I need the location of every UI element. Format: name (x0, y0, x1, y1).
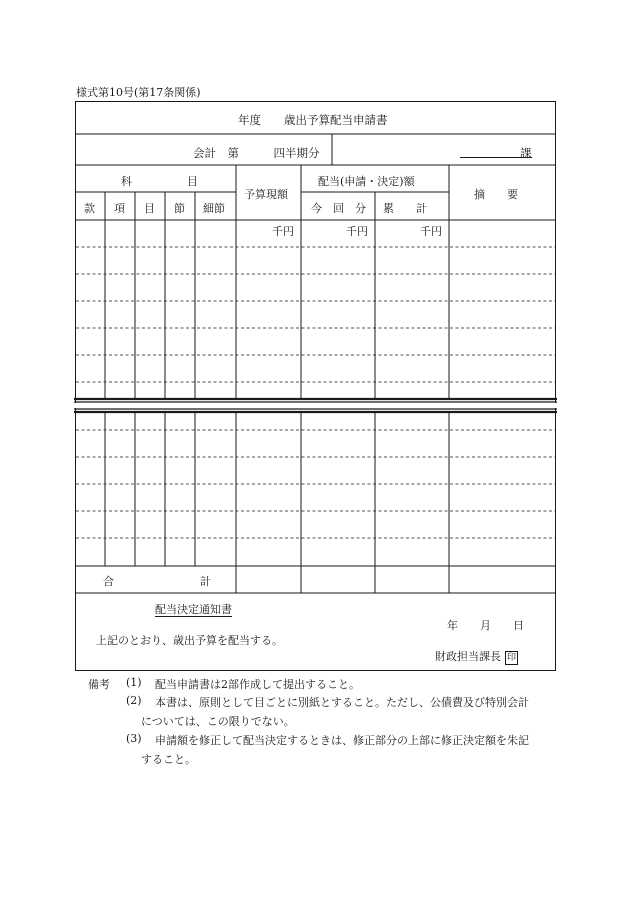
header-remarks: 摘 要 (474, 188, 518, 201)
note-3-text-line2: すること。 (141, 753, 196, 766)
header-setsu: 節 (174, 202, 185, 215)
unit-budget: 千円 (272, 225, 294, 238)
note-2-number: (2) (126, 694, 142, 707)
header-kou: 項 (114, 202, 125, 215)
signer-title: 財政担当課長 (435, 650, 501, 663)
header-cumulative: 累 計 (383, 202, 427, 215)
department-label: 課 (520, 146, 532, 160)
notice-date: 年 月 日 (447, 619, 524, 632)
note-2-text-line2: については、この限りでない。 (141, 715, 295, 728)
header-kamoku: 科 目 (121, 175, 198, 188)
notes-label: 備考 (88, 678, 110, 691)
note-1-text: 配当申請書は2部作成して提出すること。 (155, 678, 360, 691)
header-allocation: 配当(申請・決定)額 (318, 175, 415, 188)
notice-title: 配当決定通知書 (155, 603, 232, 616)
form-number-label: 様式第10号(第17条関係) (76, 86, 201, 99)
notice-text: 上記のとおり、歳出予算を配当する。 (96, 634, 283, 647)
unit-this-time: 千円 (346, 225, 368, 238)
form-title: 年度 歳出予算配当申請書 (238, 113, 388, 127)
header-saisetsu: 細節 (203, 202, 225, 215)
note-3-text-line1: 申請額を修正して配当決定するときは、修正部分の上部に修正決定額を朱記 (155, 734, 529, 747)
header-this-time: 今 回 分 (311, 202, 366, 215)
unit-cumulative: 千円 (420, 225, 442, 238)
total-label-2: 計 (200, 575, 211, 588)
notice-signer (435, 648, 518, 665)
period-label: 会計 第 四半期分 (193, 146, 320, 160)
total-label-1: 合 (103, 575, 114, 588)
note-2-text-line1: 本書は、原則として目ごとに別紙とすること。ただし、公債費及び特別会計 (155, 696, 529, 709)
seal-mark: 印 (507, 653, 517, 663)
header-budget-current: 予算現額 (244, 188, 288, 201)
note-1-number: (1) (126, 676, 142, 689)
header-kan: 款 (84, 202, 95, 215)
note-3-number: (3) (126, 732, 142, 745)
header-moku: 目 (144, 202, 155, 215)
